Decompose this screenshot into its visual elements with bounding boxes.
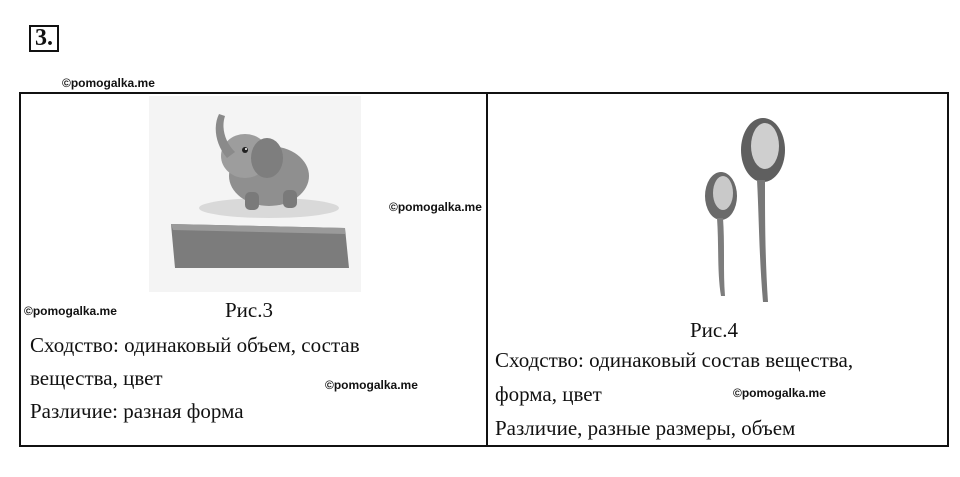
right-difference: Различие, разные размеры, объем (495, 416, 796, 440)
task-number-box: 3. (29, 25, 59, 52)
watermark-left-bottom: ©pomogalka.me (325, 378, 418, 392)
left-similarity-line-1: Сходство: одинаковый объем, состав (30, 333, 360, 357)
left-similarity-line-2: вещества, цвет (30, 366, 163, 390)
watermark-center: ©pomogalka.me (389, 200, 482, 214)
figure-4-caption: Рис.4 (690, 318, 738, 342)
comparison-table (19, 92, 949, 447)
watermark-top: ©pomogalka.me (62, 76, 155, 90)
watermark-right-cell: ©pomogalka.me (733, 386, 826, 400)
table-divider (486, 94, 488, 445)
left-difference: Различие: разная форма (30, 399, 244, 423)
watermark-left-cell: ©pomogalka.me (24, 304, 117, 318)
figure-3-caption: Рис.3 (225, 298, 273, 322)
clay-elephant-and-bar-icon (149, 96, 361, 292)
right-similarity-line-1: Сходство: одинаковый состав вещества, (495, 348, 854, 372)
right-similarity-line-2: форма, цвет (495, 382, 602, 406)
two-spoons-icon (635, 96, 785, 304)
